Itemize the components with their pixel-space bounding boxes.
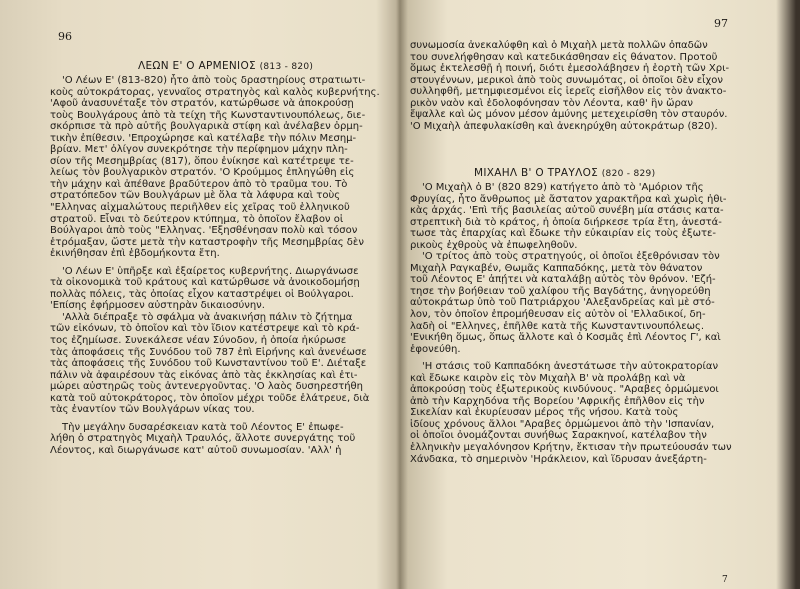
chapter-heading-right xyxy=(474,167,655,179)
text-line: τὰς ἀποφάσεις τῆς Συνόδου τοῦ Κωνσταντίνου τοῦ Ε'. Διέταξε xyxy=(50,358,367,370)
text-line: ἑλληνικὴν μεγαλόνησον Κρήτην, ἔκτισαν τὴν πρωτεύουσάν των xyxy=(410,442,732,454)
text-line: καὶ ἔδωκε καιρὸν εἰς τὸν Μιχαὴλ Β' νὰ προλάβῃ καὶ νὰ xyxy=(410,372,686,384)
text-line: σκόρπισε τὰ πρὸ αὐτῆς βουλγαρικὰ στίφη καὶ ἀνέλαβεν ὁρμη- xyxy=(50,121,363,133)
text-line: λον, τὸν ὁποῖον ἐπρομήθευσαν εἰς αὐτὸν οἱ 'Ελλαδικοί, δη- xyxy=(410,309,706,321)
text-line: τὰς ἐναντίον τῶν Βουλγάρων νίκας του. xyxy=(50,404,255,416)
text-line: ἐφονεύθη. xyxy=(410,343,461,355)
text-line: λαδὴ οἱ "Ελληνες, ἐπῆλθε κατὰ τῆς Κωνσταντινουπόλεως. xyxy=(410,320,705,332)
text-line: οἱ ὁποῖοι ὀνομάζονται συνήθως Σαρακηνοί, κατέλαβον τὴν xyxy=(410,430,707,442)
text-line: 'Αλλὰ διέπραξε τὸ σφάλμα νὰ ἀνακινήσῃ πάλιν τὸ ζήτημα xyxy=(62,311,353,323)
text-line: τωσε τὰς ἐπαρχίας καὶ ἔδωκε τὴν εὐκαιρίαν εἰς τοὺς ἐξωτε- xyxy=(410,228,717,240)
text-line: πάλιν νὰ ἀφαιρέσουν τὰς εἰκόνας ἀπὸ τὰς ἐκκλησίας καὶ ἐτι- xyxy=(50,369,358,381)
text-line: στρατόπεδον τῶν Βουλγάρων μὲ ὅλα τὰ λάφυρα καὶ τοὺς xyxy=(50,190,341,202)
text-line: 'Ο Μιχαὴλ ὁ Β' (820 829) κατήγετο ἀπὸ τὸ 'Αμόριον τῆς xyxy=(422,182,704,193)
text-line: ἐκινήθησαν ἐπὶ ἑβδομήκοντα ἔτη. xyxy=(50,248,220,260)
text-line: ἔψαλλε καὶ ὡς μόνον μέσον ἀμύνης μετεχειρίσθη τὸν σταυρόν. xyxy=(410,109,728,121)
text-line: ἀποκρούσῃ τοὺς ἐξωτερικοὺς κινδύνους. "Αραβες ὁρμώμενοι xyxy=(410,384,719,396)
text-line: ἀπὸ τὴν Καρχηδόνα τῆς Βορείου 'Αφρικῆς ἐπῆλθον εἰς τὴν xyxy=(410,395,705,407)
right-page xyxy=(402,0,732,589)
text-line: Λέοντος, καὶ διωργάνωσε κατ' αὐτοῦ συνωμοσίαν. 'Αλλ' ἡ xyxy=(50,444,342,456)
text-line: λήθη ὁ στρατηγὸς Μιχαὴλ Τραυλός, ἄλλοτε συνεργάτης τοῦ xyxy=(50,433,356,445)
text-line: Βούλγαροι ἀπὸ τοὺς "Ελληνας. 'Εξησθένησαν πολὺ καὶ τόσον xyxy=(50,225,358,237)
text-line: ἐτρόμαξαν, ὥστε μετὰ τὴν καταστροφὴν τῆς Μεσημβρίας δὲν xyxy=(50,236,364,248)
text-line: τικὴν ἐπίθεσιν. 'Επροχώρησε καὶ κατέλαβε τὴν πόλιν Μεσημ- xyxy=(50,132,357,144)
text-line: Τὴν μεγάλην δυσαρέσκειαν κατὰ τοῦ Λέοντος Ε' ἐπωφε- xyxy=(62,421,344,433)
text-line: ὅμως ἐκτελεσθῇ ἡ ποινή, διότι ἐμεσολάβησεν ἡ ἑορτὴ τῶν Χρι- xyxy=(410,63,730,75)
heading-title-right: ΜΙΧΑΗΛ Β' Ο ΤΡΑΥΛΟΣ xyxy=(474,167,599,179)
text-line: κὰς ἀρχάς. 'Επὶ τῆς βασιλείας αὐτοῦ συνέβη μία στάσις κατα- xyxy=(410,205,724,217)
chapter-heading-left xyxy=(138,60,313,72)
text-line: Μιχαὴλ Ραγκαβέν, Θωμᾶς Καππαδόκης, μετὰ τὸν θάνατον xyxy=(410,262,703,274)
text-line: μώρει αὐστηρῶς τοὺς ἀντενεργοῦντας. 'Ο λαὸς δυσηρεστήθη xyxy=(50,381,364,393)
text-line: τὰς ἀποφάσεις τῆς Συνόδου τοῦ 787 ἐπὶ Εἰρήνης καὶ ἀνενέωσε xyxy=(50,346,367,358)
text-line: ἰδίους χρόνους ἄλλοι "Αραβες ὁρμώμενοι ἀπὸ τὴν 'Ισπανίαν, xyxy=(410,418,715,430)
text-line: σίον τῆς Μεσημβρίας (817), ὅπου ἐνίκησε καὶ κατέτρεψε τε- xyxy=(50,155,354,167)
text-line: στουγέννων, μερικοὶ ἀπὸ τοὺς συνωμότας, οἱ ὁποῖοι δὲν εἶχον xyxy=(410,74,723,86)
heading-dates-left: (813 - 820) xyxy=(259,62,314,72)
text-line: πολλὰς πόλεις, τὰς ὁποίας εἶχον καταστρέψει οἱ Βούλγαροι. xyxy=(50,288,354,300)
text-line: "Ελληνας αἰχμαλώτους περιῆλθεν εἰς χεῖρας τοῦ ἑλληνικοῦ xyxy=(50,202,350,214)
text-line: βρίαν. Μετ' ὀλίγον συνεκρότησε τὴν περίφημον μάχην πλη- xyxy=(50,144,348,156)
text-line: τος ἐζημίωσε. Συνεκάλεσε νέαν Σύνοδον, ἡ ὁποία ἠκύρωσε xyxy=(50,335,347,347)
text-line: αὐτοκράτωρ ὑπὸ τοῦ Πατριάρχου 'Αλεξανδρείας καὶ μὲ στό- xyxy=(410,297,715,309)
text-line: λείως τὸν βουλγαρικὸν στρατόν. 'Ο Κρούμμος ἐπληγώθη εἰς xyxy=(50,167,355,179)
text-line: κοὺς αὐτοκράτορας, γενναῖος στρατηγὸς καὶ καλὸς κυβερνήτης. xyxy=(50,86,380,98)
text-line: 'Η στάσις τοῦ Καππαδόκη ἀνεστάτωσε τὴν αὐτοκρατορίαν xyxy=(422,361,719,373)
body-text-right-top xyxy=(410,40,729,132)
text-line: συλληφθῆ, μετημφιεσμένοι εἰς ἱερεῖς εἰσῆλθον εἰς τὸν ἀνακτο- xyxy=(410,86,727,98)
heading-title-left: ΛΕΩΝ Ε' Ο ΑΡΜΕΝΙΟΣ xyxy=(138,60,256,72)
text-line: 'Ο Λέων Ε' ὑπῆρξε καὶ ἐξαίρετος κυβερνήτης. Διωργάνωσε xyxy=(62,265,359,277)
signature-mark: 7 xyxy=(722,575,728,585)
text-line: 'Ο Μιχαὴλ ἀπεφυλακίσθη καὶ ἀνεκηρύχθη αὐτοκράτωρ (820). xyxy=(410,120,718,132)
text-line: τὴν μάχην καὶ ἀπέθανε βραδύτερον ἀπὸ τὸ τραῦμα του. Τὸ xyxy=(50,178,348,190)
text-line: 'Ενικήθη ὅμως, ὅπως ἄλλοτε καὶ ὁ Κοσμᾶς ἐπὶ Λέοντος Γ', καὶ xyxy=(410,332,721,344)
text-line: Φρυγίας, ἦτο ἄνθρωπος μὲ ἄστατον χαρακτῆρα καὶ χωρὶς ἠθι- xyxy=(410,193,727,205)
text-line: τησε τὴν βοήθειαν τοῦ χαλίφου τῆς Βαγδάτης, ἀνηγορεύθη xyxy=(410,285,711,297)
text-line: 'Ο Λέων Ε' (813-820) ἦτο ἀπὸ τοὺς δραστηρίους στρατιωτι- xyxy=(62,75,366,86)
page-number-right: 97 xyxy=(714,17,728,30)
text-line: Χάνδακα, τὸ σημερινὸν 'Ηράκλειον, καὶ ἵδρυσαν ἀνεξάρτη- xyxy=(410,453,707,465)
text-line: συνωμοσία ἀνεκαλύφθη καὶ ὁ Μιχαὴλ μετὰ πολλῶν ὀπαδῶν xyxy=(410,40,708,51)
text-line: 'Ο τρίτος ἀπὸ τοὺς στρατηγούς, οἱ ὁποῖοι ἐξεθρόνισαν τὸν xyxy=(422,251,720,263)
heading-dates-right: (820 - 829) xyxy=(601,169,656,179)
text-line: τοῦ Λέοντος Ε' ἀπῄτει νὰ καταλάβῃ αὐτὸς τὸν θρόνον. 'Εζή- xyxy=(410,274,716,286)
text-line: Σικελίαν καὶ ἐκυρίευσαν μέρος τῆς νήσου. Κατὰ τοὺς xyxy=(410,407,679,419)
text-line: κατὰ τοῦ αὐτοκράτορος, τὸν ὁποῖον μέχρι τοῦδε ἐλάτρευε, διὰ xyxy=(50,392,370,404)
text-line: 'Επίσης ἐφήρμοσεν αὐστηρὰν δικαιοσύνην. xyxy=(50,300,265,312)
text-line: στρατοῦ. Εἶναι τὸ δεύτερον κτύπημα, τὸ ὁποῖον ἔλαβον οἱ xyxy=(50,213,344,225)
text-line: ρικοὺς ἐχθροὺς νὰ ἐπωφεληθοῦν. xyxy=(410,239,578,251)
body-text-right xyxy=(410,182,732,465)
body-text-left xyxy=(50,75,380,457)
text-line: 'Αφοῦ ἀνασυνέταξε τὸν στρατόν, κατώρθωσε νὰ ἀποκρούσῃ xyxy=(50,98,354,110)
text-line: τὰ οἰκονομικὰ τοῦ κράτους καὶ κατώρθωσε νὰ ἀνοικοδομήσῃ xyxy=(50,277,360,289)
text-line: τῶν εἰκόνων, τὸ ὁποῖον καὶ τὸν ἴδιον κατέστρεψε καὶ τὸ κρά- xyxy=(50,323,360,335)
text-line: στρεπτικὴ διὰ τὸ κράτος, ἡ ὁποία διήρκεσε τρία ἔτη, ἀνεστά- xyxy=(410,216,722,228)
text-line: τοὺς Βουλγάρους ἀπὸ τὰ τείχη τῆς Κωνσταντινουπόλεως, διε- xyxy=(50,109,366,121)
text-line: του συνελήφθησαν καὶ κατεδικάσθησαν εἰς θάνατον. Προτοῦ xyxy=(410,51,718,63)
page-number-left: 96 xyxy=(58,30,72,43)
left-page xyxy=(30,0,382,589)
text-line: ρικὸν ναὸν καὶ ἐδολοφόνησαν τὸν Λέοντα, καθ' ἣν ὥραν xyxy=(410,97,693,109)
